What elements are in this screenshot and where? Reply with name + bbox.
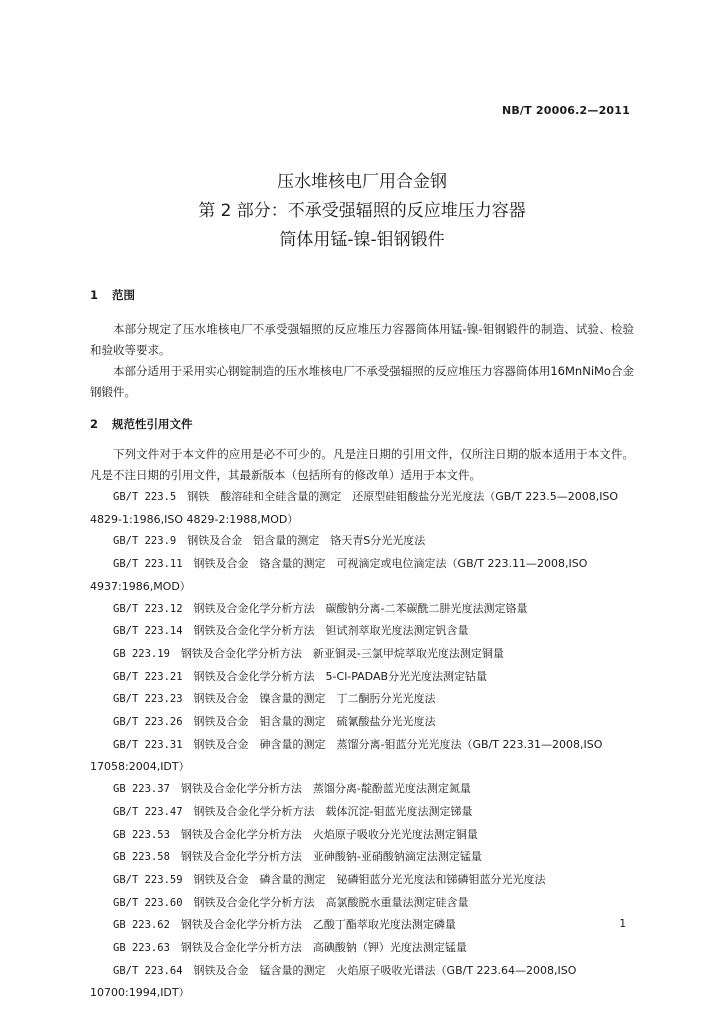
reference-item <box>90 914 634 937</box>
reference-title: 钢铁及合金 镍含量的测定 丁二酮肟分光光度法 <box>193 692 436 706</box>
reference-title: 钢铁及合金化学分析方法 5-Cl-PADAB分光光度法测定钴量 <box>193 669 488 683</box>
reference-item <box>90 937 634 960</box>
title-line-2: 第 2 部分：不承受强辐照的反应堆压力容器 <box>198 201 526 221</box>
reference-title: 钢铁及合金化学分析方法 蒸馏分离-靛酚蓝光度法测定氮量 <box>180 782 471 796</box>
section-1-paragraph: 本部分规定了压水堆核电厂不承受强辐照的反应堆压力容器筒体用锰-镍-钼钢锻件的制造、试验、检验和验收等要求。 <box>90 322 634 357</box>
reference-item <box>90 688 634 711</box>
title-line-1: 压水堆核电厂用合金钢 <box>277 172 447 192</box>
title-line-3: 筒体用锰-镍-钼钢锻件 <box>279 230 445 250</box>
reference-title: 钢铁及合金 钼含量的测定 硫氰酸盐分光光度法 <box>193 715 436 729</box>
reference-code: GB/T 223.21 <box>113 670 183 683</box>
reference-code: GB/T 223.5 <box>113 491 177 503</box>
reference-item <box>90 778 634 801</box>
reference-item <box>90 824 634 847</box>
section-2-title: 规范性引用文件 <box>112 417 193 431</box>
reference-list <box>90 486 634 1004</box>
reference-code: GB/T 223.31 <box>113 738 183 751</box>
reference-title: 钢铁及合金化学分析方法 火焰原子吸收分光光度法测定铜量 <box>180 827 478 841</box>
reference-code: GB 223.37 <box>113 783 170 796</box>
reference-item <box>90 801 634 824</box>
reference-title: 钢铁及合金 磷含量的测定 铋磷钼蓝分光光度法和锑磷钼蓝分光光度法 <box>193 872 546 886</box>
reference-title: 钢铁及合金化学分析方法 新亚铜灵-三氯甲烷萃取光度法测定铜量 <box>180 646 504 660</box>
reference-title: 钢铁及合金化学分析方法 碳酸钠分离-二苯碳酰二肼光度法测定铬量 <box>193 601 528 615</box>
reference-code: GB/T 223.9 <box>113 535 177 548</box>
reference-code: GB/T 223.60 <box>113 896 183 909</box>
reference-title: 钢铁及合金 铬含量的测定 可视滴定或电位滴定法（GB/T 223.11—2008,ISO 4937:1986,MOD） <box>90 557 591 593</box>
reference-title: 钢铁及合金化学分析方法 钽试剂萃取光度法测定钒含量 <box>193 624 469 638</box>
reference-title: 钢铁及合金 铝含量的测定 铬天青S分光光度法 <box>187 534 426 548</box>
reference-code: GB 223.62 <box>113 919 170 932</box>
reference-code: GB/T 223.47 <box>113 805 183 818</box>
reference-item <box>90 530 634 553</box>
standard-code: NB/T 20006.2—2011 <box>501 104 630 117</box>
reference-item <box>90 960 634 1004</box>
reference-item <box>90 846 634 869</box>
section-1-heading <box>90 286 135 304</box>
reference-code: GB 223.58 <box>113 851 170 864</box>
reference-item <box>90 643 634 666</box>
reference-code: GB/T 223.26 <box>113 716 183 729</box>
reference-code: GB/T 223.12 <box>113 602 183 615</box>
reference-item <box>90 620 634 643</box>
section-2-heading <box>90 415 193 433</box>
reference-code: GB 223.19 <box>113 647 170 660</box>
reference-item <box>90 666 634 689</box>
document-title <box>0 168 724 255</box>
reference-title: 钢铁及合金 锰含量的测定 火焰原子吸收光谱法（GB/T 223.64—2008,ISO 10700:1994,IDT） <box>90 963 580 1000</box>
reference-title: 钢铁及合金化学分析方法 高碘酸钠（钾）光度法测定锰量 <box>180 941 467 955</box>
reference-title: 钢铁 酸溶硅和全硅含量的测定 还原型硅钼酸盐分光光度法（GB/T 223.5—2008,ISO 4829-1:1986,ISO 4829-2:1988,MOD） <box>90 490 622 526</box>
reference-item <box>90 734 634 778</box>
page-number: 1 <box>619 918 626 930</box>
reference-item <box>90 553 634 597</box>
section-2-number: 2 <box>90 417 99 431</box>
reference-code: GB/T 223.23 <box>113 693 183 706</box>
reference-code: GB/T 223.64 <box>113 964 183 977</box>
section-1-title: 范围 <box>112 288 136 302</box>
reference-item <box>90 486 634 530</box>
reference-title: 钢铁及合金化学分析方法 乙酸丁酯萃取光度法测定磷量 <box>180 918 456 932</box>
reference-code: GB/T 223.14 <box>113 625 183 638</box>
reference-item <box>90 711 634 734</box>
reference-title: 钢铁及合金 砷含量的测定 蒸馏分离-钼蓝分光光度法（GB/T 223.31—2008,ISO 17058:2004,IDT） <box>90 737 606 774</box>
reference-item <box>90 892 634 915</box>
reference-code: GB/T 223.11 <box>113 558 183 571</box>
reference-code: GB/T 223.59 <box>113 873 183 886</box>
section-1-number: 1 <box>90 288 99 302</box>
section-2-intro: 下列文件对于本文件的应用是必不可少的。凡是注日期的引用文件，仅所注日期的版本适用于本文件。凡是不注日期的引用文件，其最新版本（包括所有的修改单）适用于本文件。 <box>90 447 634 482</box>
section-1-paragraph: 本部分适用于采用实心钢锭制造的压水堆核电厂不承受强辐照的反应堆压力容器筒体用16MnNiMo合金钢锻件。 <box>90 364 634 399</box>
reference-title: 钢铁及合金化学分析方法 载体沉淀-钼蓝光度法测定锑量 <box>193 804 473 818</box>
reference-code: GB 223.63 <box>113 942 170 955</box>
reference-code: GB 223.53 <box>113 828 170 841</box>
reference-title: 钢铁及合金化学分析方法 亚砷酸钠-亚硝酸钠滴定法测定锰量 <box>180 850 482 864</box>
reference-title: 钢铁及合金化学分析方法 高氯酸脱水重量法测定硅含量 <box>193 895 469 909</box>
reference-item <box>90 869 634 892</box>
reference-item <box>90 598 634 621</box>
